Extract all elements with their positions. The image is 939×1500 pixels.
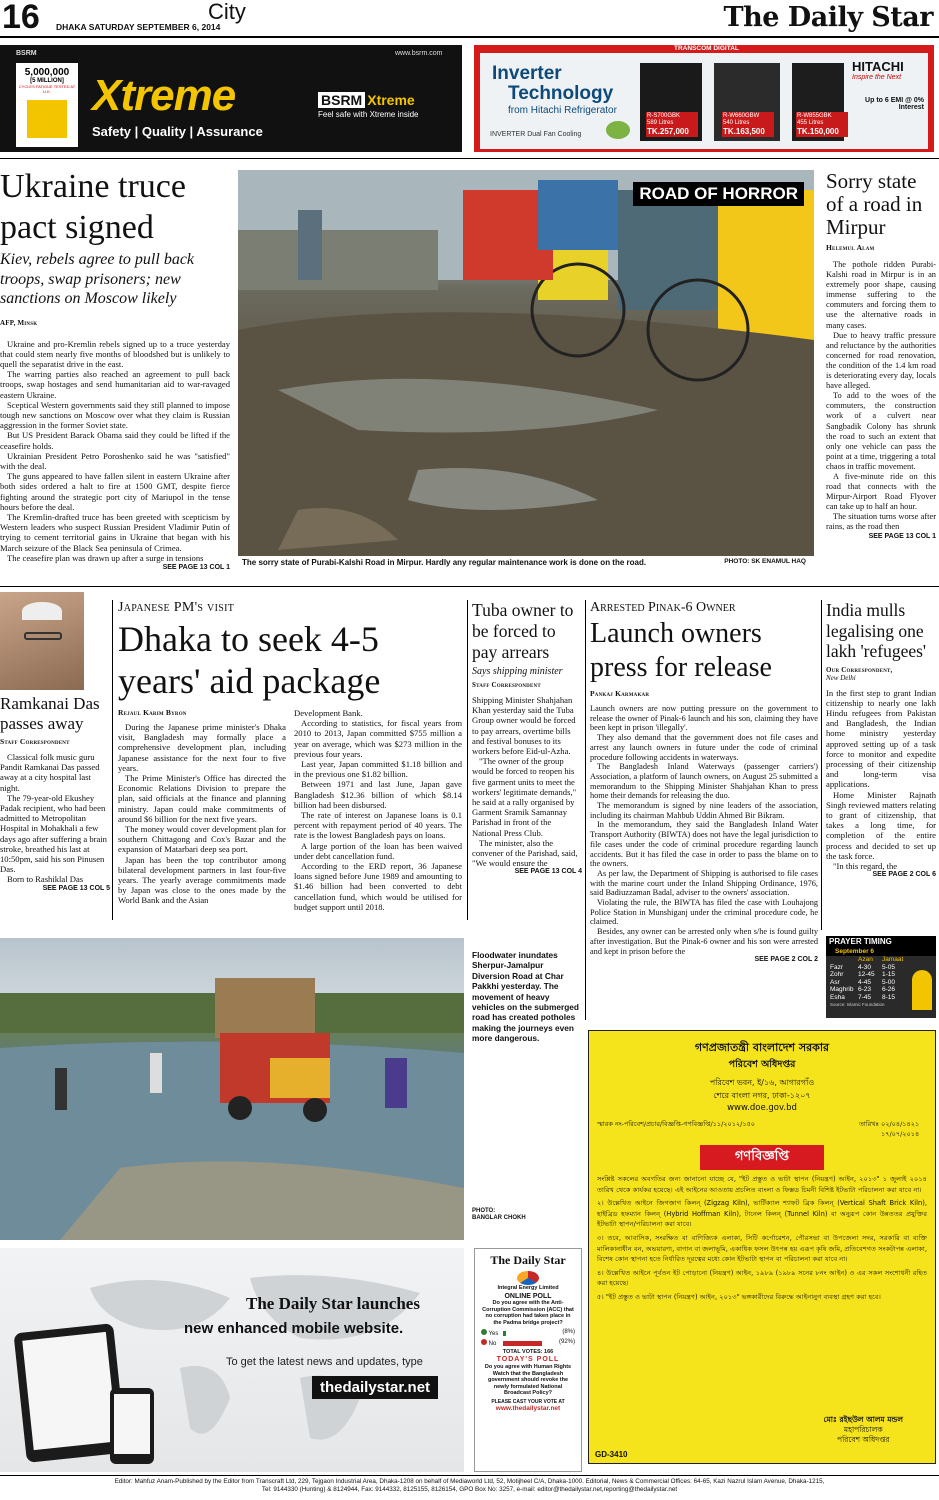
hitachi-subline: from Hitachi Refrigerator [508, 105, 617, 116]
header-rule [0, 36, 939, 38]
poll-masthead: The Daily Star [490, 1253, 566, 1267]
pinak-byline: Pankaj Karmakar [590, 689, 650, 698]
model-tag-2 [722, 112, 774, 137]
prayer-azan: 4-45 [858, 978, 872, 986]
model-price: TK.163,500 [723, 127, 765, 136]
paragraph: Violating the rule, the BIWTA has filed the case with Louhajong Police Station in Munshiganj under the criminal procedure code, he claimed. [590, 898, 818, 927]
hitachi-brand: HITACHI [852, 59, 904, 74]
govt-ad-memo-row [597, 1119, 927, 1141]
mirpur-body [826, 260, 936, 533]
prayer-name: Asr [830, 978, 840, 986]
japan-columns [118, 708, 464, 928]
ramkanai-body [0, 752, 110, 885]
prayer-jamaat: 5-05 [882, 963, 896, 971]
paragraph: The Bangladesh Inland Waterways (passenger carriers') Association, a platform of launch owners, on August 25 submitted a memorandum to the Shipping Minister Shahjahan Khan to press home their demands for releasing the duo. [590, 762, 818, 801]
mobile-ad-url[interactable]: thedailystar.net [312, 1376, 438, 1399]
model-name: R-W855GBK [797, 113, 832, 119]
govt-ad-memo: স্মারক নং-পরিবেশ/প্রচার/বিজ্ঞপ্তি-গণবিজ্ঞপ্তি/১১/২০১২/১৫০ [597, 1120, 756, 1128]
india-dateline: New Delhi [826, 673, 856, 682]
bsrm-small-logo: BSRM [16, 50, 37, 57]
govt-ad-title: গণবিজ্ঞপ্তি [700, 1145, 824, 1170]
bsrm-figure-note: CYCLES FATIGUE TESTED AT U.K. [18, 84, 76, 94]
prayer-source: Source: Islamic Foundation [830, 1001, 885, 1007]
prayer-jamaat: 1-15 [882, 971, 896, 979]
runner-icon [27, 100, 67, 138]
paragraph: ৪। উল্লেখিত আইনে পূর্বতন ইট পোড়ানো (নিয়ন্ত্রণ) আইন, ১৯৮৯ (১৯৮৯ সনের ৮নং আইন) ও এর সকল সংশোধনী রহিত করা হয়েছে। [597, 1268, 927, 1288]
govt-ad-signer-dept: পরিবেশ অধিদপ্তর [837, 1435, 890, 1444]
poll-yes-label: Yes [488, 1331, 499, 1337]
paragraph: Classical folk music guru Pandit Ramkanai Das passed away at a city hospital last night. [0, 752, 100, 793]
prayer-azan: 7-45 [858, 993, 872, 1001]
poll-question-2: Do you agree with Human Rights Watch that the Bangladesh government should revoke the newly formulated National Broadcast Policy? [484, 1364, 572, 1396]
section-name: City [208, 0, 246, 24]
govt-notice-advert[interactable] [588, 1030, 936, 1464]
prayer-azan: 12-45 [858, 971, 875, 979]
paragraph: The money would cover development plan for southern Chittagong and Cox's Bazar and the expansion of Matarbari deep sea port. [118, 824, 286, 855]
mid-rule [0, 586, 939, 587]
paragraph: The ceasefire plan was drawn up after a surge in tensions [7, 552, 204, 563]
flood-photo[interactable] [0, 938, 464, 1240]
phone-screen [114, 1394, 150, 1454]
hitachi-dealer: TRANSCOM DIGITAL [674, 45, 739, 52]
paragraph: Last year, Japan committed $1.18 billion and in the previous one $1.82 billion. [294, 759, 462, 780]
masthead-logo[interactable]: The Daily Star [723, 2, 933, 33]
col-rule [821, 600, 822, 930]
paragraph: The memorandum is signed by nine leaders of the association, including its chairman Mahbub Uddin Ahmed Bir Bikram. [590, 801, 818, 820]
paragraph: ৩। তবে, আবাসিক, সংরক্ষিত বা বাণিজ্যিক এলাকা, সিটি কর্পোরেশন, পৌরসভা বা উপজেলা সদর, সরকারি বা ব্যক্তি মালিকানাধীন বন, অভয়ারণ্য, বাগান বা জলাভূমি, একাধিক ফসল উৎপন্ন হয় এরূপ কৃষি জমি, প্রতিবেশগত সংকটাপন্ন এলাকা, বিশেষ কোন স্থাপনা হতে নির্ধারিত দূরত্বের মধ্যে কোন ইটভাটা স্থাপন বা পরিচালনা করা যাবে না। [597, 1233, 927, 1264]
paragraph: Japan has been the top contributor among bilateral development partners in last four-five years. The yearly average commitments made by Japan was close to the ones made by the World Bank and the Asian [118, 854, 286, 906]
road-caption-bar [238, 556, 814, 570]
poll-no-label: No [488, 1341, 497, 1347]
japan-body-1 [118, 722, 286, 906]
prayer-timing-box [826, 936, 936, 1018]
mosque-icon [912, 970, 932, 1010]
bsrm-logo [318, 92, 415, 108]
paragraph: Besides, any owner can be arrested only when s/he is found guilty after investigation. But the Pinak-6 owner and his son were arrested and kept in prison before the [590, 927, 818, 956]
tuba-body [472, 695, 582, 868]
india-headline[interactable]: India mulls legalising one lakh 'refugees' [826, 600, 927, 661]
paragraph: সংশ্লিষ্ট সকলের অবগতির জন্য জানানো যাচ্ছে যে, "ইট প্রস্তুত ও ভাটা স্থাপন (নিয়ন্ত্রণ) আইন, ২০১৩" ১ জুলাই ২০১৪ তারিখ থেকে কার্যকর হয়েছে। এই আইনের আওতায় প্রচলিত বাংলা ও ফিক্সড চিমনী বিশিষ্ট ইটভাটা পরিচালনা করা যাবে না। [597, 1175, 927, 1194]
poll-title: ONLINE POLL [504, 1293, 552, 1300]
paragraph: In the memorandum, they said the Bangladesh Inland Water Transport Authority (BIWTA) does not have the legal jurisdiction to file cases under the code of criminal procedure regarding launch accidents. But it has filed the case in order to pass the blame on to the owners. [590, 820, 818, 869]
paragraph: During the Japanese prime minister's Dhaka visit, Bangladesh may formally place a comprehensive development plan, including Japanese assistance for the next four to five years. [118, 722, 286, 773]
japan-headline[interactable]: Dhaka to seek 4-5 years' aid package [118, 619, 381, 701]
hitachi-advert[interactable] [474, 45, 934, 152]
prayer-col-head: Azan [858, 956, 873, 963]
prayer-row [830, 986, 903, 994]
govt-ad-signer-title: মহাপরিচালক [843, 1425, 883, 1434]
bsrm-figure-box [16, 63, 78, 147]
bsrm-figure: 5,000,000 [24, 67, 70, 78]
todays-poll-title: TODAY'S POLL [496, 1356, 560, 1363]
india-byline: Our Correspondent, [826, 665, 893, 674]
poll-sponsor: Integral Energy Limited [497, 1285, 559, 1291]
bsrm-figure-sub: [5 MILLION] [30, 78, 64, 84]
model-tag-3 [796, 112, 848, 137]
paragraph: As per law, the Department of Shipping is authorised to file cases with the marine court under the Inland Shipping Ordinance, 1976, said Badiuzzaman Badal, adviser to the owners' association. [590, 868, 818, 898]
pinak-kicker: Arrested Pinak-6 Owner [590, 600, 736, 615]
prayer-row [830, 964, 903, 972]
ad-bottom-rule [0, 158, 939, 159]
ramkanai-byline: Staff Correspondent [0, 737, 70, 746]
col-rule [112, 600, 113, 920]
dateline: DHAKA SATURDAY SEPTEMBER 6, 2014 [56, 22, 221, 32]
model-tag-1 [646, 112, 698, 137]
paragraph: Ukraine and pro-Kremlin rebels signed up to a truce yesterday that could stem nearly five months of bloodshed but is unlikely to quell the separatist drive in the east. [0, 338, 230, 369]
paragraph: Development Bank. [294, 708, 363, 718]
japan-kicker: Japanese PM's visit [118, 600, 235, 615]
glasses-shape [24, 632, 62, 640]
yes-dot-icon [481, 1329, 487, 1335]
paragraph: According to the ERD report, 36 Japanese loans signed before June 1989 and amounting to $1.46 billion had been converted to debt cancellation fund, which would be utilised for budget support until 2018. [294, 861, 462, 912]
paragraph: The Kremlin-drafted truce has been greeted with scepticism by Western leaders who suspect Russian President Vladimir Putin of trying to cement territorial gains in Ukraine that began with his March seizure of the Black Sea peninsula of Crimea. [0, 511, 230, 553]
govt-ad-date-1: ০২/০৪/১৪২১ [881, 1120, 920, 1128]
bsrm-logo-right: Xtreme [367, 92, 415, 108]
paragraph: The situation turns worse after rains, as the road then [826, 512, 936, 532]
paragraph: ৫। "ইট প্রস্তুত ও ভাটা স্থাপন (নিয়ন্ত্রণ) আইন, ২০১৩" ভঙ্গকারীদের বিরুদ্ধে আইনানুগ ব্যবস্থা গ্রহণ করা হবে। [597, 1292, 881, 1301]
prayer-col-head: Jamaat [882, 956, 904, 963]
road-photo-illustration [238, 170, 814, 570]
bsrm-tagline: Safety | Quality | Assurance [92, 124, 263, 139]
japan-col-1 [118, 708, 286, 906]
imprint-line-1: Editor: Mahfuz Anam-Published by the Editor from Transcraft Ltd, 229, Tejgaon Industrial Area, Dhaka-1208 on behalf of Mediaworld Ltd, 52, Motijheel C/A, Dhaka-1000. Editorial, News & Commercial Offices: 64-65, Kazi Nazrul Islam Avenue, Dhaka-1215, [114, 1478, 825, 1485]
col-rule [467, 600, 468, 920]
prayer-jamaat: 6-26 [882, 986, 896, 994]
hitachi-headline-1: Inverter [492, 63, 562, 84]
tuba-deck: Says shipping minister [472, 666, 563, 677]
model-price: TK.257,000 [647, 127, 689, 136]
paragraph: Ukrainian President Petro Poroshenko said he was "satisfied" with the deal. [0, 450, 230, 471]
bsrm-logo-left: BSRM [318, 92, 365, 108]
poll-yes-row [481, 1329, 575, 1339]
pinak-story [590, 600, 818, 963]
paragraph: The pothole ridden Purabi-Kalshi road in Mirpur is in an extremely poor shape, causing immense suffering to the commuters and forcing them to use the alternative roads in many cases. [826, 260, 936, 330]
paragraph: Home Minister Rajnath Singh reviewed matters relating to grant of citizenship, that takes a long time, for completion of the entire process and decided to set up the task force. [826, 789, 936, 861]
mirpur-story [826, 170, 936, 540]
phone-device [110, 1388, 154, 1464]
poll-yes-bar [503, 1331, 506, 1336]
pinak-body [590, 704, 818, 956]
tuba-headline[interactable]: Tuba owner to be forced to pay arrears [472, 600, 574, 662]
paragraph: Between 1971 and last June, Japan gave Bangladesh $12.36 billion of which $8.14 billion had been disbursed. [294, 779, 462, 810]
model-litres: 540 Litres [723, 120, 750, 126]
road-credit: PHOTO: SK ENAMUL HAQ [724, 558, 806, 565]
paragraph: The minister, also the convener of the Parishad, said, "We would ensure the [472, 837, 578, 869]
prayer-row [830, 979, 903, 987]
ramkanai-portrait[interactable] [0, 592, 84, 690]
india-body [826, 688, 936, 872]
ukraine-story [0, 166, 230, 571]
paragraph: To add to the woes of the commuters, the construction work of a culvert near Sangbadik Colony has shrunk the road to such an extent that only one vehicle can pass the point at a time, triggering a total chaos in traffic movement. [826, 391, 936, 471]
prayer-date: September 6 [835, 948, 875, 955]
govt-ad-date-label: তারিখঃ [859, 1120, 879, 1128]
prayer-name: Esha [830, 993, 845, 1001]
japan-col-2 [294, 708, 462, 912]
ukraine-jump[interactable]: SEE PAGE 13 COL 1 [162, 563, 230, 571]
paragraph: But US President Barack Obama said they could be lifted if the ceasefire holds. [0, 430, 230, 451]
flood-credit-name: BANGLAR CHOKH [472, 1215, 526, 1221]
india-jump[interactable]: SEE PAGE 2 COL 6 [872, 871, 936, 879]
flood-credit [472, 1208, 526, 1222]
imprint-line-2: Tel: 9144330 (Hunting) & 8124944, Fax: 9144332, 8125155, 8126154, GPO Box No: 3257, e-mail: editor@thedailystar.net,reporting@thedailystar.net [261, 1486, 678, 1493]
bsrm-product-name: Xtreme [92, 71, 236, 120]
prayer-row [830, 971, 903, 979]
prayer-title-bar [826, 936, 936, 956]
pinak-jump[interactable]: SEE PAGE 2 COL 2 [754, 956, 818, 964]
imprint-footer [0, 1478, 939, 1494]
poll-total: TOTAL VOTES: 166 [502, 1349, 554, 1355]
prayer-azan: 4-30 [858, 963, 872, 971]
flood-photo-illustration [0, 938, 464, 1240]
page-number: 16 [2, 0, 40, 36]
road-caption: The sorry state of Purabi-Kalshi Road in Mirpur. Hardly any regular maintenance work is done on the road. [242, 558, 647, 567]
ukraine-body [0, 339, 230, 563]
govt-ad-signature [824, 1415, 903, 1445]
paragraph: Sceptical Western governments said they still planned to impose tough new sanctions on Moscow over what they claim is Russian aggression in the former Soviet state. [0, 399, 230, 431]
ukraine-byline: AFP, Minsk [0, 318, 38, 327]
paragraph: "The owner of the group would be forced to reopen his five garment units to meet the workers' legitimate demands," he said at a rally organised by Garment Sramik Samannay Parishad in front of the National Press Club. [472, 756, 577, 838]
online-poll-box [474, 1248, 582, 1472]
paragraph: Due to heavy traffic pressure and reluctance by the authorities concerned for road renovation, the condition of the 1.4 km road is deteriorating every day, locals have alleged. [826, 330, 936, 391]
ramkanai-jump[interactable]: SEE PAGE 13 COL 5 [42, 884, 110, 892]
mobile-ad-line1: The Daily Star launches [246, 1294, 420, 1313]
poll-no-row [481, 1339, 575, 1349]
prayer-row [830, 994, 903, 1002]
govt-ad-date-2: ১৭/০৭/২০১৪ [881, 1130, 920, 1138]
paragraph: Launch owners are now putting pressure on the government to release the owner of Pinak-6 launch and his son, claiming they have been kept in prison 'illegally'. [590, 704, 818, 733]
col-rule [585, 600, 586, 1020]
paragraph: A large portion of the loan has been waived under debt cancellation fund. [294, 840, 462, 861]
govt-ad-signer: মোঃ রইছউল আলম মন্ডল [823, 1415, 903, 1424]
flood-caption-block [472, 950, 580, 1044]
bsrm-advert[interactable] [0, 45, 462, 152]
hair-shape [22, 602, 62, 620]
prayer-name: Maghrib [830, 986, 854, 994]
prayer-name: Zohr [830, 971, 844, 979]
paragraph: "In this regard, the [833, 860, 898, 871]
paragraph: In the first step to grant Indian citizenship to nearly one lakh Hindu refugees from Pakistan and Bangladesh, the Indian home ministry yesterday approved setting up of a task force to monitor and expedite processing of their citizenship and long-term visa applications. [826, 687, 936, 790]
prayer-title: PRAYER TIMING [829, 937, 892, 946]
prayer-azan: 6-23 [858, 986, 872, 994]
mobile-ad-line2: new enhanced mobile website. [184, 1320, 404, 1337]
model-price: TK.150,000 [797, 127, 839, 136]
mirpur-byline: Helemul Alam [826, 243, 875, 252]
ramkanai-story [0, 592, 110, 892]
prayer-table [830, 956, 903, 1002]
govt-ad-address-2: শেরে বাংলা নগর, ঢাকা-১২০৭ [713, 1091, 811, 1100]
paragraph: The warring parties also reached an agreement to pull back troops, swap hostages and send humanitarian aid to war-ravaged eastern Ukraine. [0, 369, 230, 400]
footer-rule [0, 1475, 939, 1476]
hitachi-brand-tag: Inspire the Next [852, 74, 902, 81]
prayer-name: Fazr [830, 963, 843, 971]
mobile-ad-line3: To get the latest news and updates, type [226, 1356, 423, 1368]
paragraph: The 79-year-old Ekushey Padak recipient, who had been admitted to Metropolitan Hospital in Mohakhali a few days ago after suffering a brain stroke, breathed his last at 10:50pm, said his son Pinusen Das. [0, 792, 107, 875]
integral-energy-logo-icon [517, 1271, 539, 1285]
bsrm-url: www.bsrm.com [395, 50, 443, 57]
ukraine-headline[interactable]: Ukraine truce pact signed [0, 168, 186, 246]
paragraph: The rate of interest on Japanese loans is 0.1 percent with repayment period of 40 years. The rate is the lowest Bangladesh pays on loans. [294, 810, 462, 841]
govt-ad-body [597, 1174, 927, 1303]
govt-ad-line2: পরিবেশ অধিদপ্তর [728, 1059, 796, 1070]
hitachi-headline-2: Technology [508, 83, 614, 104]
paragraph: The guns appeared to have fallen silent in eastern Ukraine after both sides ordered a halt to fire at 1500 GMT, despite fierce fighting around the strategic port city of Mariupol in the tense hours before the deal. [0, 471, 230, 512]
paragraph: Shipping Minister Shahjahan Khan yesterday said the Tuba Group owner would be forced to pay arrears, overtime bills and festival bonuses to its workers before Eid-ul-Azha. [472, 695, 576, 757]
japan-story [118, 600, 464, 928]
govt-ad-code: GD-3410 [595, 1450, 628, 1459]
bsrm-tagline-right: Feel safe with Xtreme inside [318, 110, 419, 119]
prayer-jamaat: 8-15 [882, 993, 896, 1001]
paragraph: According to statistics, for fiscal years from 2010 to 2013, Japan committed $755 million a year on average, which was $273 million in the previous four years. [294, 718, 462, 759]
mirpur-headline[interactable]: Sorry state of a road in Mirpur [826, 169, 923, 239]
paragraph: Born to Rashiklal Das [7, 874, 84, 885]
poll-question: Do you agree with the Anti-Corruption Commission (ACC) that no corruption had taken place in the Padma bridge project? [482, 1300, 574, 1326]
india-story [826, 600, 936, 878]
paragraph: A five-minute ride on this road that connects with the Mirpur-Airport Road Flyover can take up to half an hour. [826, 471, 936, 512]
poll-no-bar [503, 1341, 542, 1346]
mirpur-jump[interactable]: SEE PAGE 13 COL 1 [868, 532, 936, 540]
road-banner: ROAD OF HORROR [633, 182, 804, 206]
poll-no-pct: (92%) [558, 1339, 575, 1345]
model-name: R-S700GBK [647, 113, 681, 119]
pinak-headline[interactable]: Launch owners press for release [590, 618, 772, 683]
mobile-website-advert[interactable] [0, 1248, 464, 1472]
eco-icon [606, 121, 630, 139]
govt-ad-address-1: পরিবেশ ভবন, ই/১৬, আগারগাঁও [709, 1078, 815, 1087]
ramkanai-headline[interactable]: Ramkanai Das passes away [0, 694, 100, 733]
no-dot-icon [481, 1339, 487, 1345]
govt-ad-web[interactable]: www.doe.gov.bd [727, 1103, 797, 1113]
road-of-horror-photo[interactable] [238, 170, 814, 570]
paragraph: ২। উল্লেখিত আইনে জিগজাগ কিলন্‌ (Zigzag Kiln), ভার্টিক্যাল শ্যাফট ব্রিক কিলন্‌ (Vertical Shaft Brick Kiln), হাইব্রিড হফম্যান কিলন্‌ (Hybrid Hoffman Kiln), টানেল কিলন্‌ (Tunnel Kiln) বা অনুরূপ কোন উন্নততর প্রযুক্তির ইটভাটা স্থাপন/পরিচালনা করা যাবে। [597, 1199, 927, 1229]
model-litres: 455 Litres [797, 120, 824, 126]
tablet-screen [22, 1332, 117, 1450]
tuba-byline: Staff Correspondent [472, 681, 541, 689]
paragraph: The Prime Minister's Office has directed the Economic Relations Division to prepare the plan, said officials at the finance and planning ministry. Japan could make commitments of around $6 billion for the next five years. [118, 773, 286, 824]
flood-caption: Floodwater inundates Sherpur-Jamalpur Diversion Road at Char Pakkhi yesterday. The movement of heavy vehicles on the submerged road has created potholes making the journeys even more dangerous. [472, 950, 579, 1044]
prayer-jamaat: 5-00 [882, 978, 896, 986]
flood-credit-label: PHOTO: [472, 1208, 496, 1214]
hitachi-emi: Up to 6 EMI @ 0% Interest [865, 97, 924, 111]
poll-cast-label: PLEASE CAST YOUR VOTE AT [491, 1398, 565, 1405]
model-name: R-W660GBW [723, 113, 760, 119]
hitachi-feature: INVERTER Dual Fan Cooling [490, 131, 582, 138]
govt-ad-line1: গণপ্রজাতন্ত্রী বাংলাদেশ সরকার [694, 1041, 830, 1054]
ukraine-deck: Kiev, rebels agree to pull back troops, swap prisoners; new sanctions on Moscow likely [0, 251, 195, 307]
paragraph: They also demand that the government does not file cases and arrest any launch owners in future under the code of criminal procedure following accidents in waterways. [590, 733, 818, 762]
tuba-story [472, 600, 582, 875]
poll-url[interactable]: www.thedailystar.net [495, 1404, 561, 1412]
poll-yes-pct: (8%) [562, 1329, 575, 1335]
model-litres: 589 Litres [647, 120, 674, 126]
japan-byline: Rejaul Karim Byron [118, 708, 187, 717]
tuba-jump[interactable]: SEE PAGE 13 COL 4 [514, 868, 582, 876]
